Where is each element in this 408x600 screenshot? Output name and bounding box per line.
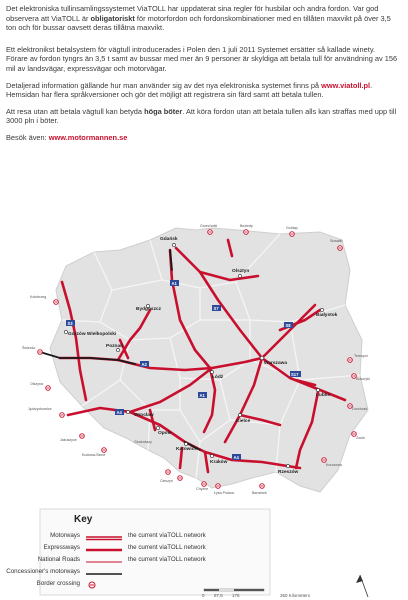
badge-a1 [170, 280, 179, 286]
label-suwalki: Suwałki [330, 239, 343, 243]
legend-label: Border crossing [36, 580, 80, 587]
svg-text:Gorzów Wielkopolski: Gorzów Wielkopolski [68, 332, 117, 337]
legend-label: Expressways [43, 544, 80, 551]
svg-text:Łódź: Łódź [212, 375, 224, 380]
intro-paragraph-5 [6, 133, 398, 143]
label-bezledy: Bezledy [240, 224, 253, 228]
viatoll-link[interactable]: www.viatoll.pl [321, 80, 371, 90]
svg-text:Bydgoszcz: Bydgoszcz [136, 307, 162, 312]
legend-desc: the current viaTOLL network [128, 532, 206, 539]
crossing-kolobrzeg [54, 300, 59, 305]
badge-a4-east [232, 454, 241, 460]
label-jakuszyce: Jakuszyce [60, 438, 77, 442]
crossing-kudowa [102, 448, 107, 453]
svg-text:S3: S3 [67, 320, 73, 326]
crossing-grzechotki [208, 230, 213, 235]
scale-label-0: 0 [202, 593, 205, 598]
badge-s7 [212, 305, 221, 311]
crossing-suwalki [338, 246, 343, 251]
svg-text:Katowice: Katowice [176, 447, 198, 452]
legend-title: Key [74, 514, 93, 525]
p4-bold: höga böter [144, 106, 183, 116]
label-korczowa: Korczowa [326, 463, 342, 467]
crossing-lysa-polana [216, 484, 221, 489]
label-dorohusk: Dorohusk [352, 407, 368, 411]
label-swiecko: Świecko [22, 346, 36, 350]
svg-text:S17: S17 [291, 371, 299, 377]
label-jedrzychowice: Jędrzychowice [28, 407, 52, 411]
crossing-bezledy [244, 230, 249, 235]
legend-label: Concessioner's motorways [6, 568, 80, 575]
svg-text:Wrocław: Wrocław [134, 413, 154, 418]
svg-text:Olsztyn: Olsztyn [232, 269, 250, 274]
intro-text-2: för motorfordon och fordonskombinationer med en tillåten maxvikt på över 3,5 ton och för bussar oavsett deras tillåtna maxvikt. [6, 13, 391, 33]
svg-text:Lublin: Lublin [316, 393, 331, 398]
scale-label-1: 87,5 [214, 593, 223, 598]
p5-text: Besök även: [6, 132, 49, 142]
scale-label-2: 175 [232, 593, 240, 598]
p3-text-2: . Hemsidan har flera språkversioner och gör det möjligt att registrera sin färd samt att betala tullen. [6, 80, 373, 100]
intro-text: Det elektroniska tullinsamlingssystemet ViaTOLL har uppdaterat sina regler för husbilar och andra fordon. Var god observera att ViaTOLL är [6, 4, 379, 23]
svg-text:S8: S8 [285, 322, 291, 328]
label-glucholazy: Głuchołazy [134, 440, 152, 444]
label-kukuryki: Kukuryki [356, 377, 370, 381]
label-kolobrzeg: Kołobrzeg [30, 295, 47, 299]
poland-toll-map [0, 210, 408, 510]
scale-label-3: 350 Kilometers [280, 593, 311, 598]
svg-text:A2: A2 [141, 361, 147, 367]
svg-text:Kielce: Kielce [236, 419, 251, 424]
crossing-cieszyn [178, 476, 183, 481]
svg-text:A1: A1 [199, 392, 205, 398]
badge-a1-south [198, 392, 207, 398]
crossing-chyzne [202, 482, 207, 487]
badge-a4 [115, 409, 124, 415]
p3-text: Detaljerad information gällande hur man använder sig av det nya elektroniska systemet finns på [6, 80, 322, 90]
label-grzechotki: Grzechotki [200, 224, 218, 228]
label-zosin: Zosin [356, 436, 365, 440]
article-text [6, 4, 398, 150]
badge-a2 [140, 361, 149, 367]
legend-label: Motorways [50, 532, 80, 539]
intro-bold: obligatoriskt [90, 13, 135, 23]
intro-paragraph-2: Ett elektronikst betalsystem för vägtull introducerades i Polen den 1 juli 2011 Systemet ersätter så kallade winety. Förare av fordon tyngrs än 3,5 t samt av bussar med mer än 9 personer är skyldiga att betala tull för användning av 156 mil av landsvägar, expressvägar och motorvägar. [6, 44, 398, 73]
legend-desc: the current viaTOLL network [128, 556, 206, 563]
north-arrow-head-icon [356, 575, 363, 583]
svg-text:A4: A4 [116, 409, 122, 415]
badge-s3 [66, 320, 75, 326]
scale-bar [0, 505, 408, 600]
svg-text:Kraków: Kraków [210, 460, 228, 465]
svg-text:A4: A4 [233, 454, 239, 460]
intro-paragraph-3 [6, 81, 398, 100]
crossing-goldap [290, 232, 295, 237]
crossing-terespol [348, 358, 353, 363]
svg-text:Rzeszów: Rzeszów [278, 470, 299, 475]
label-lysa-polana: Łysa Polana [214, 491, 234, 495]
crossing-swiecko [38, 350, 43, 355]
label-terespol: Terespol [354, 354, 368, 358]
p4-text: Att resa utan att betala vägtull kan betyda [6, 106, 145, 116]
label-chyzne: Chyżne [196, 487, 209, 491]
crossing-jedrzychowice [60, 413, 65, 418]
svg-text:Poznań: Poznań [106, 344, 124, 349]
motormannen-link[interactable]: www.motormannen.se [48, 132, 128, 142]
label-barwinek: Barwinek [252, 491, 267, 495]
legend-label: National Roads [37, 556, 80, 563]
svg-text:Opole: Opole [158, 431, 172, 436]
label-cieszyn: Cieszyn [160, 479, 173, 483]
crossing-korczowa [322, 458, 327, 463]
city-gorzow [64, 330, 116, 337]
intro-paragraph-4 [6, 107, 398, 126]
label-kudowa: Kudowa-Słone [82, 453, 106, 457]
crossing-olszyna [46, 386, 51, 391]
svg-text:A1: A1 [171, 280, 177, 286]
crossing-gorzyczki [166, 470, 171, 475]
crossing-jakuszyce [80, 434, 85, 439]
svg-text:Białystok: Białystok [316, 313, 338, 318]
label-goldap: Goldap [286, 226, 298, 230]
legend-desc: the current viaTOLL network [128, 544, 206, 551]
p4-text-2: . Att köra fordon utan att betala tullen alls kan straffas med upp till 3000 pln i böter. [6, 106, 397, 126]
badge-s8 [284, 322, 293, 328]
svg-text:Warszawa: Warszawa [264, 361, 288, 366]
svg-text:Gdańsk: Gdańsk [160, 237, 178, 242]
label-olszyna: Olszyna [30, 382, 43, 386]
map-legend [0, 505, 408, 600]
crossing-barwinek [260, 484, 265, 489]
svg-text:S7: S7 [213, 305, 219, 311]
badge-s17 [290, 371, 301, 377]
intro-paragraph-1 [6, 4, 398, 33]
